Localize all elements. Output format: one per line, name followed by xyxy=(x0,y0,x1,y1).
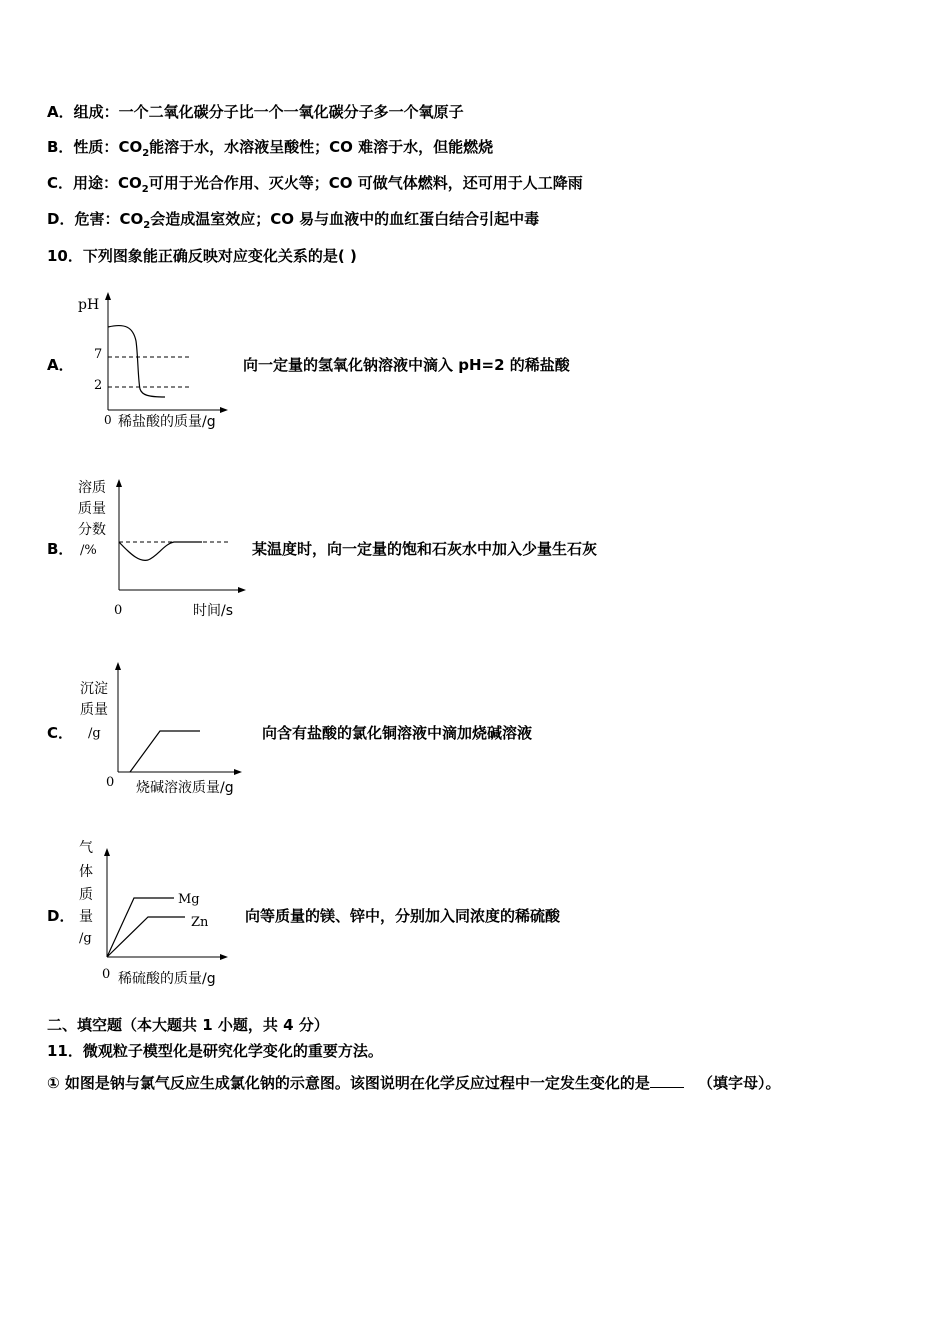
graph-a-label: A． xyxy=(47,356,74,374)
question-11-stem: 11．微观粒子模型化是研究化学变化的重要方法。 xyxy=(47,1042,383,1060)
subscript: 2 xyxy=(142,148,150,159)
y-axis-label-line3: /g xyxy=(88,726,101,741)
part-1-hint: （填字母）。 xyxy=(697,1074,781,1092)
y-axis-arrow xyxy=(105,292,111,300)
x-axis-arrow xyxy=(220,407,228,413)
graph-d xyxy=(70,835,250,995)
y-axis-arrow xyxy=(104,848,110,856)
x-axis-label: 稀盐酸的质量/g xyxy=(118,414,216,430)
series-label-mg: Mg xyxy=(178,892,200,907)
option-text: 一个二氧化碳分子比一个一氧化碳分子多一个氧原子 xyxy=(118,103,464,121)
y-axis-label-line3: 质 xyxy=(79,887,93,903)
mg-line xyxy=(107,898,174,957)
x-axis-arrow xyxy=(238,587,246,593)
option-text: 可用于光合作用、灭火等；CO 可做气体燃料，还可用于人工降雨 xyxy=(148,174,583,192)
y-axis-label-line2: 质量 xyxy=(78,501,106,517)
graph-c-description: 向含有盐酸的氯化铜溶液中滴加烧碱溶液 xyxy=(262,724,533,742)
formula: CO xyxy=(118,174,142,192)
subscript: 2 xyxy=(141,184,149,195)
graph-a-description: 向一定量的氢氧化钠溶液中滴入 pH=2 的稀盐酸 xyxy=(243,356,570,374)
option-b-prev xyxy=(47,136,493,159)
graph-b-description: 某温度时，向一定量的饱和石灰水中加入少量生石灰 xyxy=(252,540,598,558)
formula: CO xyxy=(119,210,144,228)
option-label: D．危害： xyxy=(47,210,120,228)
y-axis-arrow xyxy=(116,479,122,487)
x-axis-arrow xyxy=(234,769,242,775)
option-label: A．组成： xyxy=(47,103,119,121)
origin-label: 0 xyxy=(114,603,123,618)
x-axis-label: 时间/s xyxy=(193,603,234,619)
ph-curve xyxy=(108,326,165,397)
x-axis-arrow xyxy=(220,954,228,960)
option-text: 会造成温室效应；CO 易与血液中的血红蛋白结合引起中毒 xyxy=(150,210,540,228)
y-axis-label-line2: 质量 xyxy=(80,702,108,718)
option-label: C．用途： xyxy=(47,174,119,192)
question-11-part-1 xyxy=(47,1072,780,1093)
x-axis-label: 烧碱溶液质量/g xyxy=(136,780,234,796)
x-axis-label: 稀硫酸的质量/g xyxy=(118,971,216,987)
y-axis-label-line1: 沉淀 xyxy=(80,681,108,697)
answer-blank[interactable] xyxy=(650,1075,684,1088)
graph-d-label: D． xyxy=(47,907,75,925)
zn-line xyxy=(107,917,185,957)
y-axis-label: pH xyxy=(78,297,100,313)
precipitate-line xyxy=(130,731,200,772)
option-c-prev xyxy=(47,172,583,195)
y-tick-2: 2 xyxy=(94,378,103,393)
subscript: 2 xyxy=(143,220,151,231)
y-axis-label-line1: 气 xyxy=(79,840,93,856)
graph-c-label: C． xyxy=(47,724,74,742)
part-1-text: ① 如图是钠与氯气反应生成氯化钠的示意图。该图说明在化学反应过程中一定发生变化的是 xyxy=(47,1074,650,1092)
y-axis-label-line4: 量 xyxy=(79,909,93,925)
y-axis-label-line2: 体 xyxy=(79,864,93,880)
series-label-zn: Zn xyxy=(191,915,209,930)
y-axis-label-line4: /% xyxy=(80,543,97,558)
y-axis-label-line5: /g xyxy=(79,931,92,946)
option-a-prev xyxy=(47,101,464,122)
origin-label: 0 xyxy=(104,413,112,427)
origin-label: 0 xyxy=(106,775,115,790)
option-text: 能溶于水，水溶液呈酸性；CO 难溶于水，但能燃烧 xyxy=(149,138,494,156)
graph-c xyxy=(70,655,260,805)
graph-b-label: B． xyxy=(47,540,74,558)
option-label: B．性质： xyxy=(47,138,119,156)
graph-b xyxy=(70,472,260,622)
y-axis-label-line3: 分数 xyxy=(78,522,106,538)
fraction-curve xyxy=(119,542,202,560)
question-10-stem: 10．下列图象能正确反映对应变化关系的是( ) xyxy=(47,247,357,265)
graph-d-description: 向等质量的镁、锌中，分别加入同浓度的稀硫酸 xyxy=(245,907,561,925)
section-2-title: 二、填空题（本大题共 1 小题，共 4 分） xyxy=(47,1016,329,1034)
graph-a xyxy=(70,285,245,435)
y-axis-arrow xyxy=(115,662,121,670)
option-d-prev xyxy=(47,208,539,231)
y-axis-label-line1: 溶质 xyxy=(78,480,106,496)
origin-label: 0 xyxy=(102,967,111,982)
formula: CO xyxy=(118,138,143,156)
y-tick-7: 7 xyxy=(94,347,103,362)
